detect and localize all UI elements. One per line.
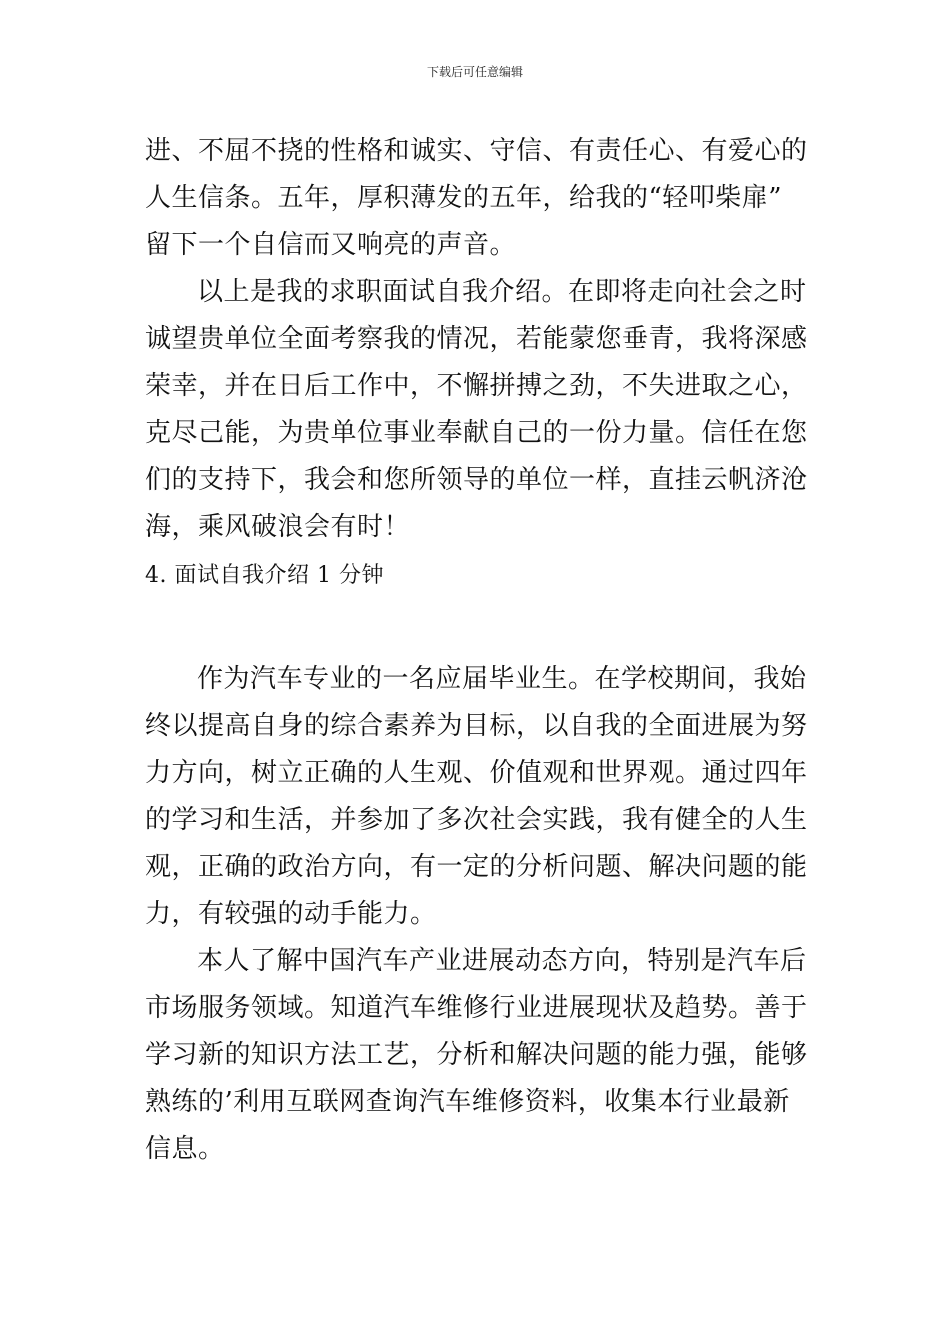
text-line: 市场服务领域。知道汽车维修行业进展现状及趋势。善于 (145, 993, 808, 1023)
paragraph-closing (145, 269, 810, 551)
text-line: 荣幸，并在日后工作中，不懈拼搏之劲，不失进取之心， (145, 371, 808, 401)
text-line: 信息。 (145, 1134, 225, 1164)
text-line: 人生信条。五年，厚积薄发的五年，给我的“轻叩柴扉” (145, 183, 783, 213)
text-line: 以上是我的求职面试自我介绍。在即将走向社会之时 (197, 277, 807, 307)
text-line: 进、不屈不挠的性格和诚实、守信、有责任心、有爱心的 (145, 136, 808, 166)
paragraph-continued (145, 128, 810, 269)
text-line: 作为汽车专业的一名应届毕业生。在学校期间，我始 (197, 664, 807, 694)
text-line: 克尽己能，为贵单位事业奉献自己的一份力量。信任在您 (145, 418, 808, 448)
document-body (145, 128, 810, 1173)
section-heading: 4. 面试自我介绍 1 分钟 (145, 563, 384, 588)
text-line: 海，乘风破浪会有时！ (145, 512, 411, 542)
text-line: 学习新的知识方法工艺，分析和解决问题的能力强，能够 (145, 1040, 808, 1070)
text-line: 们的支持下，我会和您所领导的单位一样，直挂云帆济沧 (145, 465, 808, 495)
text-line: 终以提高自身的综合素养为目标，以自我的全面进展为努 (145, 711, 808, 741)
text-line: 熟练的’利用互联网查询汽车维修资料，收集本行业最新 (145, 1087, 790, 1117)
text-line: 力，有较强的动手能力。 (145, 899, 437, 929)
text-line: 本人了解中国汽车产业进展动态方向，特别是汽车后 (197, 946, 807, 976)
text-line: 留下一个自信而又响亮的声音。 (145, 230, 517, 260)
paragraph-industry (145, 938, 810, 1173)
paragraph-intro (145, 656, 810, 938)
blank-space (145, 600, 810, 656)
text-line: 的学习和生活，并参加了多次社会实践，我有健全的人生 (145, 805, 808, 835)
text-line: 力方向，树立正确的人生观、价值观和世界观。通过四年 (145, 758, 808, 788)
page-header: 下载后可任意编辑 (426, 65, 523, 79)
text-line: 诚望贵单位全面考察我的情况，若能蒙您垂青，我将深感 (145, 324, 808, 354)
text-line: 观，正确的政治方向，有一定的分析问题、解决问题的能 (145, 852, 808, 882)
